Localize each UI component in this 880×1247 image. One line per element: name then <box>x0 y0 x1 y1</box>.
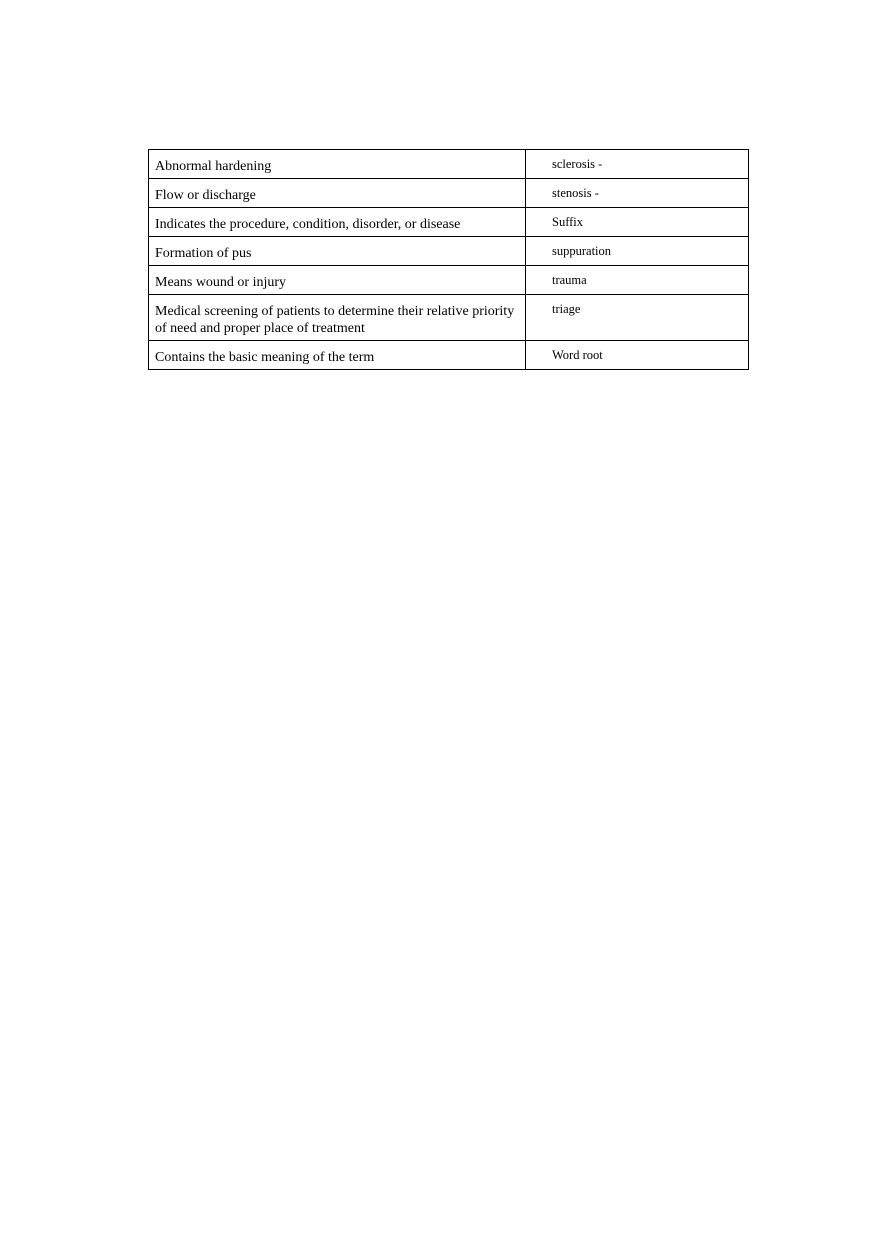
term-cell: Word root <box>526 341 749 370</box>
term-cell: triage <box>526 295 749 341</box>
term-cell: Suffix <box>526 208 749 237</box>
definition-cell: Abnormal hardening <box>149 150 526 179</box>
term-cell: trauma <box>526 266 749 295</box>
definition-cell: Indicates the procedure, condition, disorder, or disease <box>149 208 526 237</box>
term-cell: sclerosis - <box>526 150 749 179</box>
definition-cell: Contains the basic meaning of the term <box>149 341 526 370</box>
definition-cell: Formation of pus <box>149 237 526 266</box>
definition-cell: Medical screening of patients to determine their relative priority of need and proper place of treatment <box>149 295 526 341</box>
table-row <box>149 295 749 341</box>
glossary-table <box>148 149 749 370</box>
table-row <box>149 237 749 266</box>
table-row <box>149 150 749 179</box>
table-row <box>149 266 749 295</box>
definition-cell: Flow or discharge <box>149 179 526 208</box>
definition-cell: Means wound or injury <box>149 266 526 295</box>
table-row <box>149 179 749 208</box>
table-row <box>149 208 749 237</box>
term-cell: suppuration <box>526 237 749 266</box>
table-row <box>149 341 749 370</box>
term-cell: stenosis - <box>526 179 749 208</box>
